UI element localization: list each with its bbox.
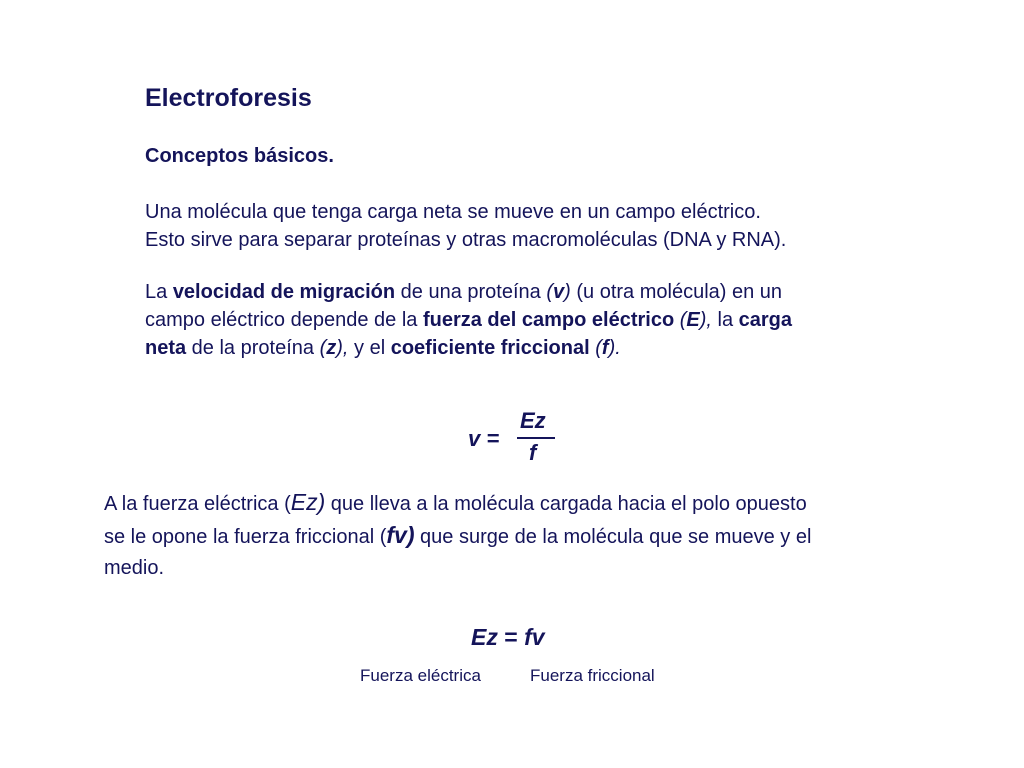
velocity-paragraph (145, 278, 792, 362)
force-balance-formula (471, 624, 545, 651)
text-run: se le opone la fuerza friccional ( (104, 526, 387, 548)
text-run: ( (319, 337, 327, 359)
text-run: ( (589, 337, 602, 359)
text-run: ), (699, 309, 712, 331)
formula-numerator: Ez (520, 408, 546, 433)
symbol-Ez: Ez) (290, 489, 326, 515)
fraction-bar (517, 437, 555, 439)
section-subtitle: Conceptos básicos. (145, 145, 334, 167)
symbol-fv: fv) (386, 522, 415, 548)
symbol-z: z (326, 337, 337, 359)
text-run: La (145, 281, 173, 303)
text-run: de una proteína (395, 281, 547, 303)
intro-line-2: Esto sirve para separar proteínas y otras macromoléculas (DNA y RNA). (145, 229, 787, 251)
velocity-formula (468, 408, 568, 468)
text-run: de la proteína (186, 337, 320, 359)
forces-line-2 (104, 520, 811, 553)
term-net: neta (145, 337, 187, 359)
velocity-line-3 (145, 334, 792, 362)
page-title: Electroforesis (145, 84, 312, 112)
forces-line-3: medio. (104, 557, 165, 579)
formula-denominator: f (529, 440, 537, 465)
symbol-v: v (553, 281, 565, 303)
caption-friction-force: Fuerza friccional (530, 666, 655, 685)
text-run: ). (608, 337, 621, 359)
text-run: ) (564, 281, 571, 303)
intro-line-1: Una molécula que tenga carga neta se mueve en un campo eléctrico. (145, 201, 761, 223)
text-run: ), (336, 337, 349, 359)
formula-rhs: fv (524, 624, 545, 650)
term-charge: carga (738, 309, 793, 331)
velocity-line-1 (145, 278, 792, 306)
formula-lhs: Ez (471, 624, 498, 650)
text-run: ( (674, 309, 687, 331)
text-run: campo eléctrico depende de la (145, 309, 423, 331)
term-field-strength: fuerza del campo eléctrico (422, 309, 675, 331)
forces-paragraph (104, 487, 811, 584)
text-run: la (711, 309, 739, 331)
term-velocity: velocidad de migración (172, 281, 396, 303)
text-run: A la fuerza eléctrica ( (104, 493, 291, 515)
symbol-f: f (601, 337, 609, 359)
term-friction-coefficient: coeficiente friccional (390, 337, 590, 359)
text-run: ( (546, 281, 554, 303)
text-run: que surge de la molécula que se mueve y el (414, 526, 812, 548)
formula-lhs: v = (468, 426, 500, 451)
intro-paragraph (145, 198, 786, 254)
symbol-E: E (686, 309, 700, 331)
text-run: y el (348, 337, 391, 359)
formula-equals: = (497, 624, 525, 650)
text-run: que lleva a la molécula cargada hacia el polo opuesto (325, 493, 807, 515)
forces-line-1 (104, 487, 811, 520)
caption-electric-force: Fuerza eléctrica (360, 666, 481, 685)
text-run: (u otra molécula) en un (570, 281, 783, 303)
velocity-line-2 (145, 306, 792, 334)
